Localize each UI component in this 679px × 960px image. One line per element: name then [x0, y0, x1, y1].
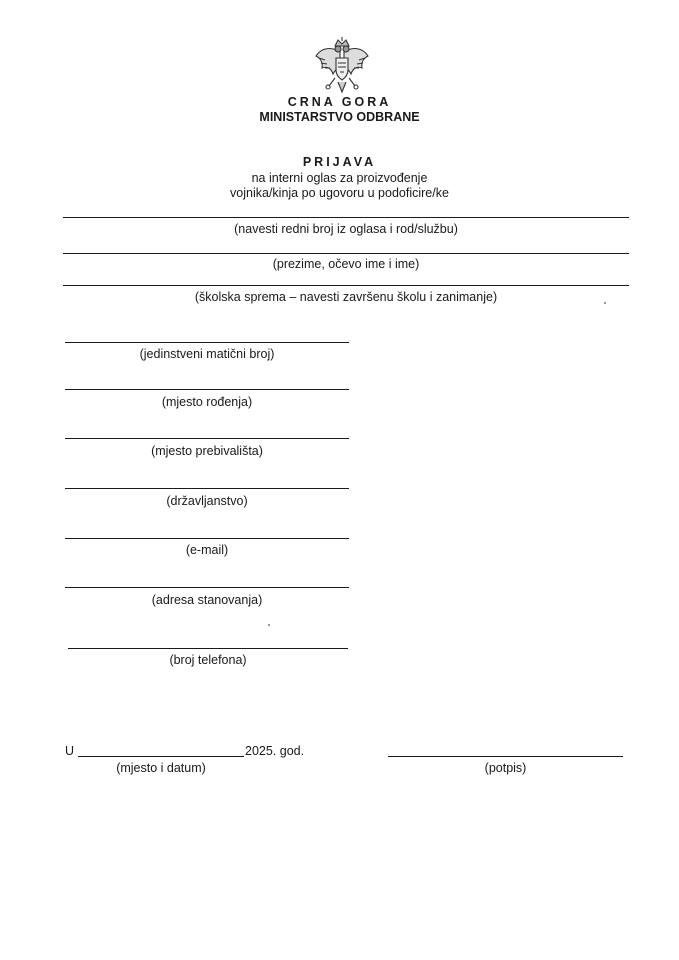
jmbg-field-line[interactable]	[65, 342, 349, 343]
email-field-line[interactable]	[65, 538, 349, 539]
position-caption: (navesti redni broj iz oglasa i rod/službu)	[234, 222, 458, 236]
coat-of-arms-icon	[311, 36, 373, 98]
position-field-line[interactable]	[63, 217, 629, 218]
citizenship-field-line[interactable]	[65, 488, 349, 489]
name-caption: (prezime, očevo ime i ime)	[272, 257, 420, 271]
form-subtitle-line1: na interni oglas za proizvođenje	[251, 171, 428, 185]
name-field-line[interactable]	[63, 253, 629, 254]
birthplace-caption: (mjesto rođenja)	[161, 395, 253, 409]
education-field-line[interactable]	[63, 285, 629, 286]
form-subtitle-line2: vojnika/kinja po ugovoru u podoficire/ke	[230, 186, 449, 200]
phone-caption: (broj telefona)	[169, 653, 247, 667]
residence-field-line[interactable]	[65, 438, 349, 439]
phone-field-line[interactable]	[68, 648, 348, 649]
citizenship-caption: (državljanstvo)	[166, 494, 248, 508]
birthplace-field-line[interactable]	[65, 389, 349, 390]
scan-speck	[268, 624, 270, 626]
place-date-caption: (mjesto i datum)	[116, 761, 206, 775]
email-caption: (e-mail)	[185, 543, 229, 557]
signature-field-line[interactable]	[388, 756, 623, 757]
address-caption: (adresa stanovanja)	[151, 593, 263, 607]
scan-speck	[604, 302, 606, 304]
education-caption: (školska sprema – navesti završenu školu i zanimanje)	[194, 290, 498, 304]
signature-caption: (potpis)	[484, 761, 527, 775]
place-date-field-line[interactable]	[78, 756, 244, 757]
address-field-line[interactable]	[65, 587, 349, 588]
jmbg-caption: (jedinstveni matični broj)	[139, 347, 275, 361]
year-text: 2025. god.	[245, 744, 305, 758]
country-name: CRNA GORA	[287, 95, 392, 109]
ministry-name: MINISTARSTVO ODBRANE	[259, 110, 420, 124]
place-prefix: U	[65, 744, 75, 758]
residence-caption: (mjesto prebivališta)	[151, 444, 263, 458]
form-title: PRIJAVA	[302, 155, 377, 169]
